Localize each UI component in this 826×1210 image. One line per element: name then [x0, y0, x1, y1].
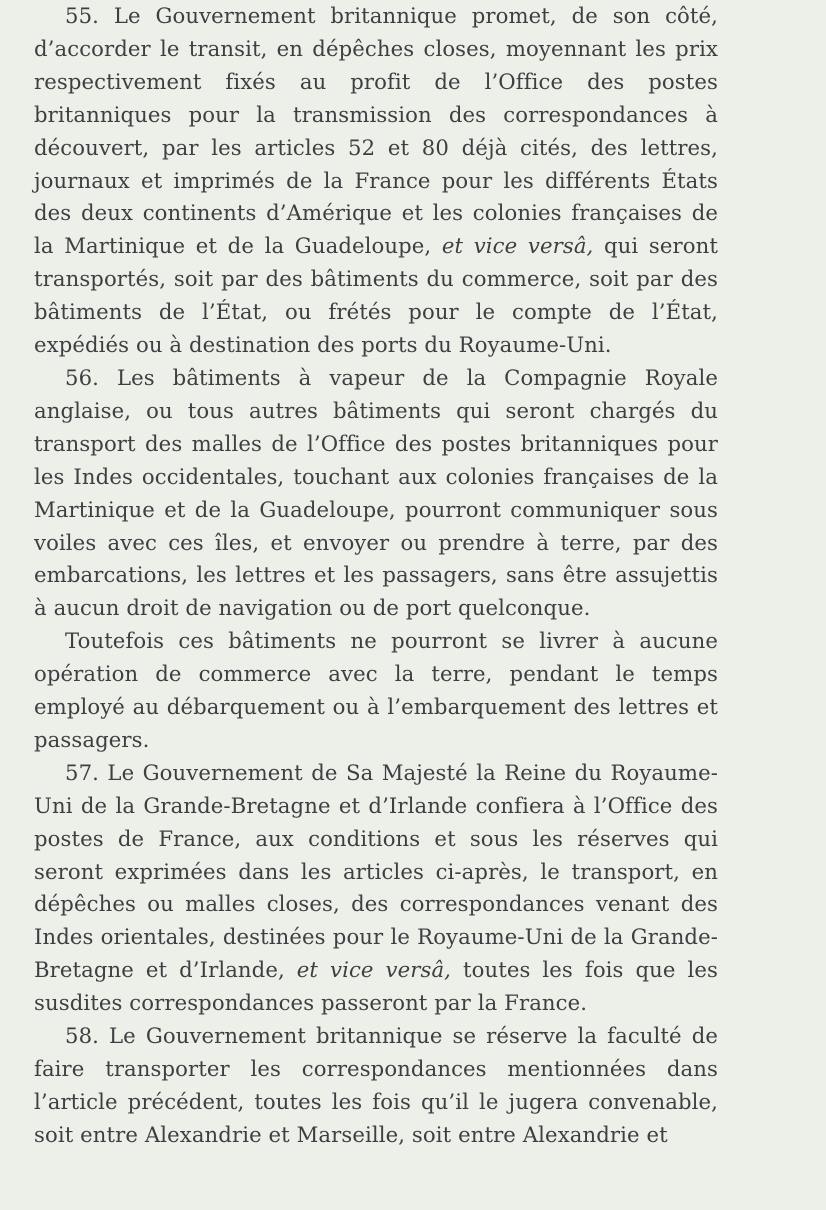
article-58-paragraph	[34, 1020, 718, 1152]
article-number: 55.	[65, 3, 99, 28]
italic-phrase: et vice versâ,	[296, 957, 452, 983]
article-55-paragraph	[34, 0, 718, 362]
article-57-paragraph	[34, 757, 718, 1020]
paragraph-text: Le Gouvernement de Sa Majesté la Reine du Royaume-Uni de la Grande-Bretagne et d’Irlande confiera à l’Office des postes de France, aux conditions et sous les réserves qui seront exprimées dans les articles ci-après, le transport, en dépêches ou malles closes, des correspondances venant des Indes orientales, destinées pour le Royaume-Uni de la Grande-Bretagne et d’Irlande,	[34, 759, 718, 983]
text-column	[34, 0, 718, 1152]
paragraph-text: toutes les fois que les susdites correspondances passeront par la France.	[34, 957, 719, 1016]
paragraph-text: Le Gouvernement britannique se réserve la faculté de faire transporter les correspondances mentionnées dans l’article précédent, toutes les fois qu’il le jugera convenable, soit entre Alexandrie et Marseille, soit entre Alexandrie et	[34, 1023, 718, 1147]
article-number: 56.	[65, 364, 99, 390]
article-number: 58.	[65, 1023, 99, 1049]
paragraph-text: Les bâtiments à vapeur de la Compagnie Royale anglaise, ou tous autres bâtiments qui seront chargés du transport des malles de l’Office des postes britanniques pour les Indes occidentales, touchant aux colonies françaises de la Martinique et de la Guadeloupe, pourront communiquer sous voiles avec ces îles, et envoyer ou prendre à terre, par des embarcations, les lettres et les passagers, sans être assujettis à aucun droit de navigation ou de port quelconque.	[34, 364, 718, 621]
article-56-paragraph	[34, 362, 718, 625]
article-56-continuation-paragraph	[34, 625, 718, 757]
paragraph-text: Le Gouvernement britannique promet, de son côté, d’accorder le transit, en dépêches closes, moyennant les prix respectivement fixés au profit de l’Office des postes britanniques pour la transmission des correspondances à découvert, par les articles 52 et 80 déjà cités, des lettres, journaux et imprimés de la France pour les différents États des deux continents d’Amérique et les colonies françaises de la Martinique et de la Guadeloupe,	[34, 3, 718, 259]
italic-phrase: et vice versâ,	[441, 233, 594, 259]
article-number: 57.	[65, 759, 99, 785]
paragraph-text: qui seront transportés, soit par des bâtiments du commerce, soit par des bâtiments de l’État, ou frétés pour le compte de l’État, expédiés ou à destination des ports du Royaume-Uni.	[34, 233, 718, 358]
paragraph-text: Toutefois ces bâtiments ne pourront se livrer à aucune opération de commerce avec la terre, pendant le temps employé au débarquement ou à l’embarquement des lettres et passagers.	[34, 628, 718, 752]
